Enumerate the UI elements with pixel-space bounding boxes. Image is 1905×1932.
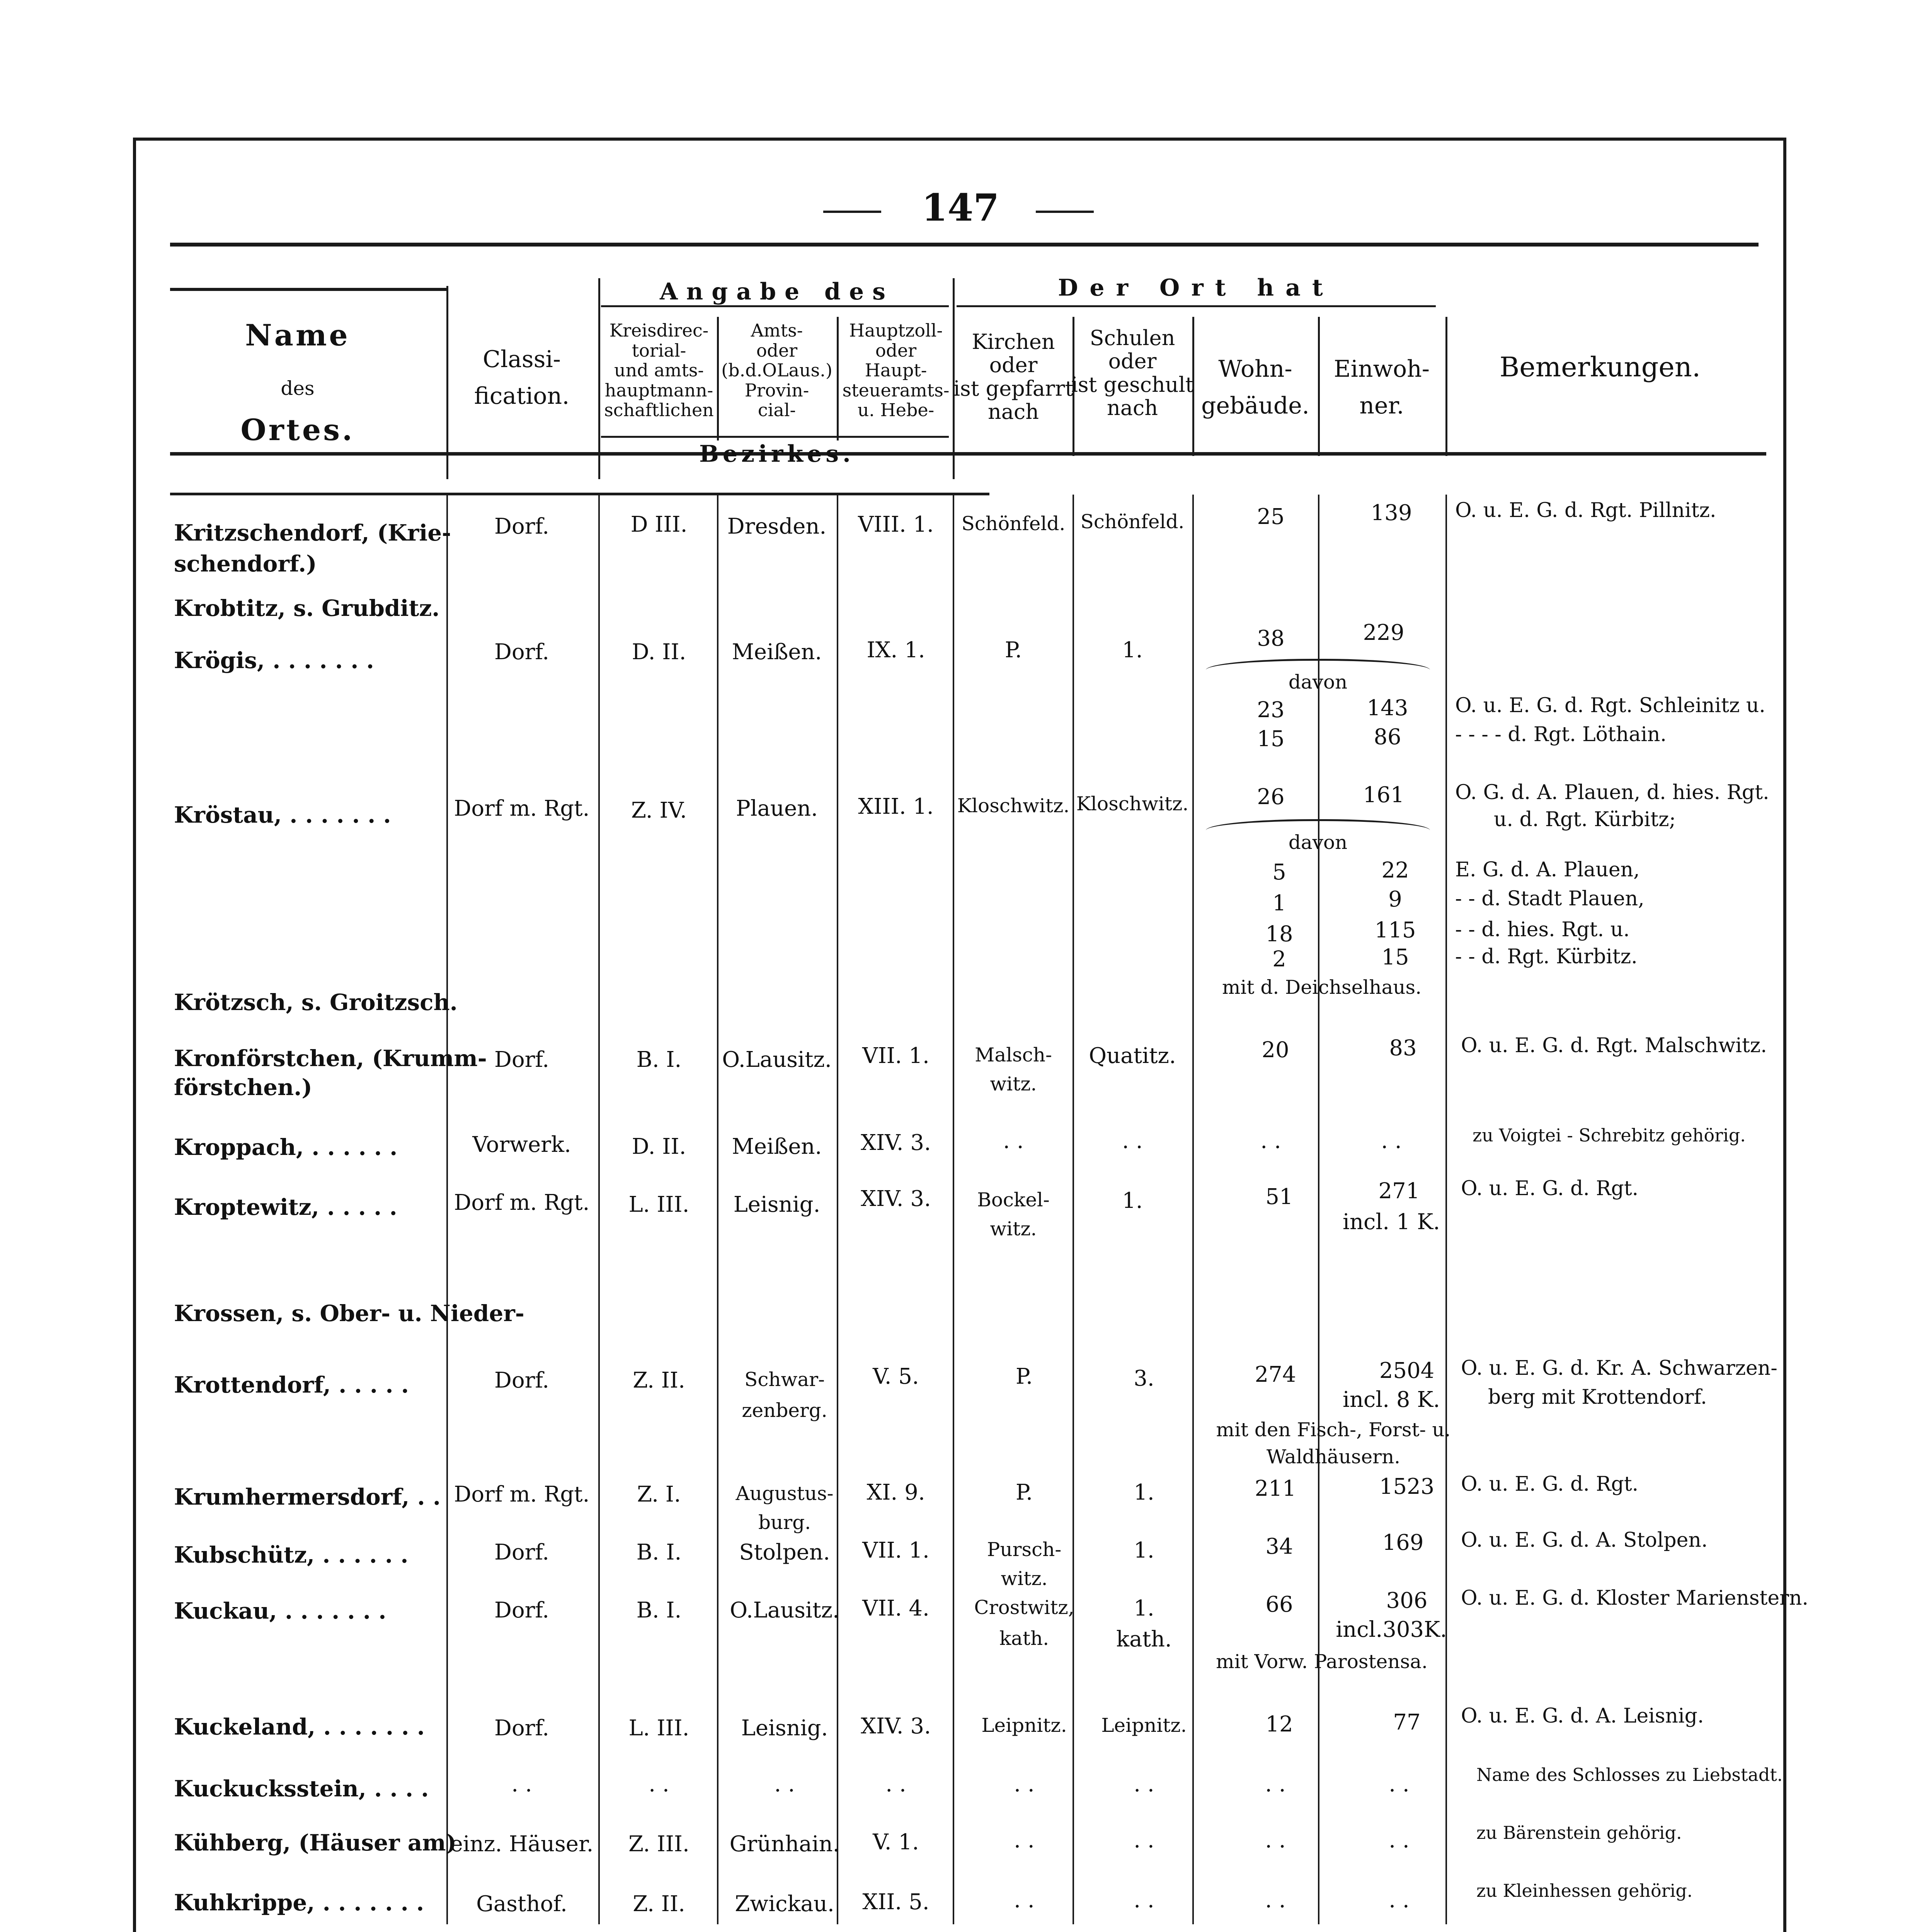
row-kirchen: Bockel- [977,1189,1050,1211]
sub-note-cont: Waldhäusern. [1266,1446,1401,1468]
row-name: Kritzschendorf, (Krie- [174,520,451,546]
row-class: Dorf. [494,1047,549,1072]
bezirkes-rule [601,436,949,438]
row-kreis: L. III. [628,1716,689,1741]
row-amts: Schwar- [744,1368,825,1391]
row-class: Dorf. [494,1598,549,1623]
row-kirchen: Schönfeld. [961,512,1066,535]
row-amts: . . [774,1772,795,1797]
page-number-dash-left [823,211,881,213]
davon-label: davon [1288,671,1348,693]
row-wohn: 12 [1265,1712,1293,1737]
body-divider-3 [717,495,718,1924]
row-kirchen: . . [1003,1128,1024,1153]
row-amts: Meißen. [732,639,822,665]
sub-wohn: 15 [1257,726,1285,752]
row-name-cont: förstchen.) [174,1074,312,1100]
header-amts: Amts- oder (b.d.OLaus.) Provin- cial- [721,320,832,421]
row-kirchen: Malsch- [975,1044,1052,1066]
row-einw: 306 [1386,1588,1428,1613]
row-einw: . . [1389,1772,1410,1797]
row-bemerkung: O. G. d. A. Plauen, d. hies. Rgt. [1455,781,1769,804]
row-bemerkung: zu Voigtei - Schrebitz gehörig. [1473,1125,1746,1146]
sub-wohn: 18 [1265,922,1293,947]
row-kirchen: Pursch- [987,1538,1062,1561]
row-einw: . . [1389,1828,1410,1853]
row-kreis: D. II. [632,1134,686,1159]
body-divider-1 [446,495,448,1924]
row-bemerkung: O. u. E. G. d. Kr. A. Schwarzen- [1461,1357,1777,1380]
row-wohn: 34 [1265,1534,1293,1559]
row-kreis: Z. III. [628,1832,689,1857]
row-name: Kröstau, . . . . . . . [174,802,391,828]
row-name: Kubschütz, . . . . . . [174,1542,409,1568]
sub-wohn: 1 [1272,891,1286,916]
sub-bemerkung: - - d. Rgt. Kürbitz. [1455,945,1638,968]
row-kreis: Z. II. [633,1368,685,1393]
row-bemerkung: Name des Schlosses zu Liebstadt. [1476,1764,1783,1785]
row-class: Dorf m. Rgt. [454,796,590,821]
davon-label: davon [1288,831,1348,854]
sub-einw: 15 [1381,945,1409,970]
row-wohn: 274 [1255,1362,1296,1387]
row-name: Kühberg, (Häuser am) [174,1830,457,1856]
row-schulen: 1. [1122,1188,1143,1213]
row-schulen: Kloschwitz. [1076,793,1189,815]
row-class: Dorf m. Rgt. [454,1482,590,1507]
header-rule-left [170,288,448,291]
row-kirchen: P. [1004,638,1022,663]
row-haupt: XI. 9. [867,1480,925,1505]
row-kreis: B. I. [636,1047,682,1072]
sub-einw: 143 [1367,696,1408,721]
row-einw: 1523 [1379,1474,1435,1499]
row-name: Kuckeland, . . . . . . . [174,1714,425,1740]
row-name: Krumhermersdorf, . . [174,1484,441,1510]
header-divider-3 [717,317,719,440]
row-bemerkung: O. u. E. G. d. Rgt. [1461,1473,1639,1496]
sub-wohn: 23 [1257,697,1285,723]
row-haupt: XIV. 3. [861,1714,931,1739]
header-kreis: Kreisdirec- torial- und amts- hauptmann- schaftlichen [604,320,714,421]
row-class: . . [511,1772,532,1797]
header-divider-1 [446,286,448,479]
row-wohn: 26 [1257,784,1285,810]
row-wohn: . . [1260,1128,1281,1153]
body-divider-7 [1192,495,1194,1924]
sub-wohn: 2 [1272,947,1286,972]
row-einw: . . [1381,1128,1402,1153]
row-name: Krötzsch, s. Groitzsch. [174,989,458,1015]
sub-bemerkung: O. u. E. G. d. Rgt. Schleinitz u. [1455,694,1765,717]
header-class-1: Classi- [483,346,561,373]
row-bemerkung: O. u. E. G. d. Rgt. Pillnitz. [1455,499,1716,522]
row-haupt: V. 1. [873,1830,919,1855]
row-schulen: . . [1134,1828,1154,1853]
row-bemerkung-cont: u. d. Rgt. Kürbitz; [1494,808,1676,831]
row-einw: 229 [1363,620,1404,645]
page-number-dash-right [1036,211,1094,213]
row-amts: Grünhain. [729,1832,840,1857]
header-name-1: Name [245,318,350,352]
row-amts: Zwickau. [735,1891,834,1917]
row-haupt: VII. 4. [862,1596,930,1621]
row-einw: 169 [1382,1530,1424,1555]
row-kirchen-cont: witz. [990,1073,1037,1095]
row-haupt: . . [885,1772,906,1797]
row-einw: 77 [1393,1710,1421,1735]
sub-bemerkung: - - - - d. Rgt. Löthain. [1455,723,1667,746]
row-name: Kuckau, . . . . . . . [174,1598,386,1624]
row-kreis: D. II. [632,639,686,665]
row-haupt: VIII. 1. [858,512,934,537]
header-bezirkes: Bezirkes. [699,440,855,468]
row-bemerkung: O. u. E. G. d. A. Leisnig. [1461,1704,1704,1728]
row-name: Kroptewitz, . . . . . [174,1194,397,1220]
row-amts: Dresden. [727,514,827,539]
header-wohn-2: gebäude. [1201,392,1309,419]
row-class: Dorf. [494,1716,549,1741]
row-schulen: . . [1134,1888,1154,1913]
row-haupt: XIII. 1. [858,794,934,819]
row-wohn: 66 [1265,1592,1293,1617]
row-kirchen-cont: kath. [999,1627,1049,1650]
row-wohn: 20 [1261,1037,1289,1063]
row-class: Dorf. [494,514,549,539]
angabe-rule [601,305,949,307]
row-einw-cont: incl. 8 K. [1343,1387,1440,1412]
header-schulen: Schulen oder ist geschult nach [1071,326,1194,420]
row-kreis: B. I. [636,1598,682,1623]
row-name: Kronförstchen, (Krumm- [174,1045,487,1071]
row-class: einz. Häuser. [450,1832,594,1857]
header-wohn-1: Wohn- [1218,355,1292,383]
sub-einw: 9 [1388,887,1402,912]
row-bemerkung-cont: berg mit Krottendorf. [1488,1386,1707,1409]
row-amts: O.Lausitz. [722,1047,832,1072]
header-divider-8 [1318,317,1320,456]
row-schulen: . . [1122,1128,1143,1153]
row-kreis: Z. I. [637,1482,681,1507]
page-number: 147 [921,186,999,230]
row-bemerkung: O. u. E. G. d. Rgt. Malschwitz. [1461,1034,1767,1057]
body-divider-8 [1318,495,1319,1924]
header-divider-2 [598,278,600,479]
row-schulen: 1. [1134,1538,1154,1563]
row-haupt: VII. 1. [862,1043,930,1068]
row-schulen: Schönfeld. [1080,510,1185,533]
row-name: Kuhkrippe, . . . . . . . [174,1889,424,1916]
row-kreis: Z. II. [633,1891,685,1917]
row-einw: 161 [1363,782,1404,808]
row-amts-cont: zenberg. [742,1399,827,1422]
header-angabe: Angabe des [660,278,894,305]
header-bemerkungen: Bemerkungen. [1499,351,1701,383]
row-kirchen: P. [1015,1364,1033,1389]
row-kreis: D III. [630,512,688,537]
row-wohn: 25 [1257,504,1285,529]
sub-wohn: 5 [1272,860,1286,885]
row-class: Gasthof. [476,1891,567,1917]
row-amts: Plauen. [735,796,818,821]
row-class: Dorf. [494,639,549,665]
row-name: Kroppach, . . . . . . [174,1134,398,1160]
row-kirchen: . . [1014,1888,1035,1913]
row-bemerkung: O. u. E. G. d. Rgt. [1461,1177,1639,1200]
header-divider-4 [837,317,839,440]
row-schulen: 1. [1134,1480,1154,1505]
header-name-2: des [281,377,315,400]
row-class: Dorf. [494,1540,549,1565]
row-schulen: 1. [1134,1596,1154,1621]
row-name: Krottendorf, . . . . . [174,1372,409,1398]
sub-einw: 115 [1374,918,1416,943]
row-kirchen: Kloschwitz. [957,794,1070,817]
row-kirchen-cont: witz. [1001,1567,1048,1590]
row-class: Dorf m. Rgt. [454,1190,590,1215]
row-wohn: 38 [1257,626,1285,651]
row-amts: Meißen. [732,1134,822,1159]
row-wohn: . . [1265,1888,1286,1913]
row-bemerkung: O. u. E. G. d. A. Stolpen. [1461,1529,1708,1552]
header-bottom-rule [170,452,1766,456]
row-name: Krögis, . . . . . . . [174,647,374,673]
body-divider-9 [1445,495,1447,1924]
row-schulen: 3. [1134,1366,1154,1391]
row-kirchen: . . [1014,1828,1035,1853]
row-kreis: . . [649,1772,669,1797]
header-divider-9 [1445,317,1447,456]
row-name-cont: schendorf.) [174,551,317,577]
row-name: Krossen, s. Ober- u. Nieder- [174,1300,524,1327]
header-top-rule [170,243,1759,247]
row-wohn: . . [1265,1772,1286,1797]
row-schulen-cont: kath. [1116,1627,1172,1652]
row-haupt: XII. 5. [862,1889,930,1915]
row-einw: . . [1389,1888,1410,1913]
row-amts: Leisnig. [741,1716,828,1741]
row-amts-cont: burg. [758,1511,811,1534]
row-kreis: B. I. [636,1540,682,1565]
row-amts: O.Lausitz. [730,1598,839,1623]
sub-einw: 86 [1374,724,1401,750]
row-einw: 83 [1389,1036,1417,1061]
header-ort: Der Ort hat [1058,274,1335,301]
row-schulen: Leipnitz. [1101,1714,1187,1736]
row-schulen: 1. [1122,638,1143,663]
header-einw-2: ner. [1359,392,1404,419]
row-haupt: XIV. 3. [861,1186,931,1211]
row-kirchen-cont: witz. [990,1218,1037,1240]
row-kirchen: Leipnitz. [981,1714,1067,1736]
row-wohn: 211 [1255,1476,1296,1501]
row-haupt: VII. 1. [862,1538,930,1563]
row-amts: Stolpen. [739,1540,830,1565]
row-wohn: 51 [1265,1184,1293,1209]
body-divider-4 [837,495,838,1924]
sub-bemerkung: E. G. d. A. Plauen, [1455,858,1640,881]
sub-einw: 22 [1381,858,1409,883]
row-name: Kuckucksstein, . . . . [174,1776,429,1802]
row-kirchen: Crostwitz, [974,1596,1074,1619]
header-kirchen: Kirchen oder ist gepfarrt nach [953,330,1074,424]
row-schulen: . . [1134,1772,1154,1797]
row-bemerkung: zu Kleinhessen gehörig. [1476,1880,1693,1901]
body-top-rule [170,493,989,495]
row-einw: 139 [1370,500,1412,526]
sub-bemerkung: - - d. Stadt Plauen, [1455,887,1645,910]
row-class: Dorf. [494,1368,549,1393]
sub-note: mit den Fisch-, Forst- u. [1216,1418,1451,1441]
sub-note: mit Vorw. Parostensa. [1216,1650,1428,1673]
row-einw-cont: incl. 1 K. [1343,1209,1440,1235]
row-einw: 2504 [1379,1358,1435,1383]
row-name: Krobtitz, s. Grubditz. [174,595,440,621]
row-amts: Leisnig. [733,1192,821,1217]
ort-rule [957,305,1436,307]
header-einw-1: Einwoh- [1333,355,1430,383]
row-haupt: XIV. 3. [861,1130,931,1155]
sub-bemerkung: - - d. hies. Rgt. u. [1455,918,1630,941]
body-divider-5 [953,495,954,1924]
row-bemerkung: O. u. E. G. d. Kloster Marienstern. [1461,1587,1809,1610]
row-bemerkung: zu Bärenstein gehörig. [1476,1822,1682,1843]
row-haupt: V. 5. [873,1364,919,1389]
body-divider-2 [598,495,600,1924]
row-wohn: . . [1265,1828,1286,1853]
row-kreis: Z. IV. [631,798,687,823]
row-class: Vorwerk. [472,1132,571,1157]
row-amts: Augustus- [735,1482,834,1505]
row-haupt: IX. 1. [867,638,925,663]
sub-note: mit d. Deichselhaus. [1222,976,1422,998]
row-einw-cont: incl.303K. [1336,1617,1447,1642]
body-divider-6 [1073,495,1074,1924]
header-haupt: Hauptzoll- oder Haupt- steueramts- u. Hebe- [842,320,950,421]
row-kirchen: . . [1014,1772,1035,1797]
header-class-2: fication. [474,383,570,410]
row-einw: 271 [1378,1179,1420,1204]
header-name-3: Ortes. [240,413,355,447]
row-schulen: Quatitz. [1089,1043,1176,1068]
row-kreis: L. III. [628,1192,689,1217]
row-kirchen: P. [1015,1480,1033,1505]
